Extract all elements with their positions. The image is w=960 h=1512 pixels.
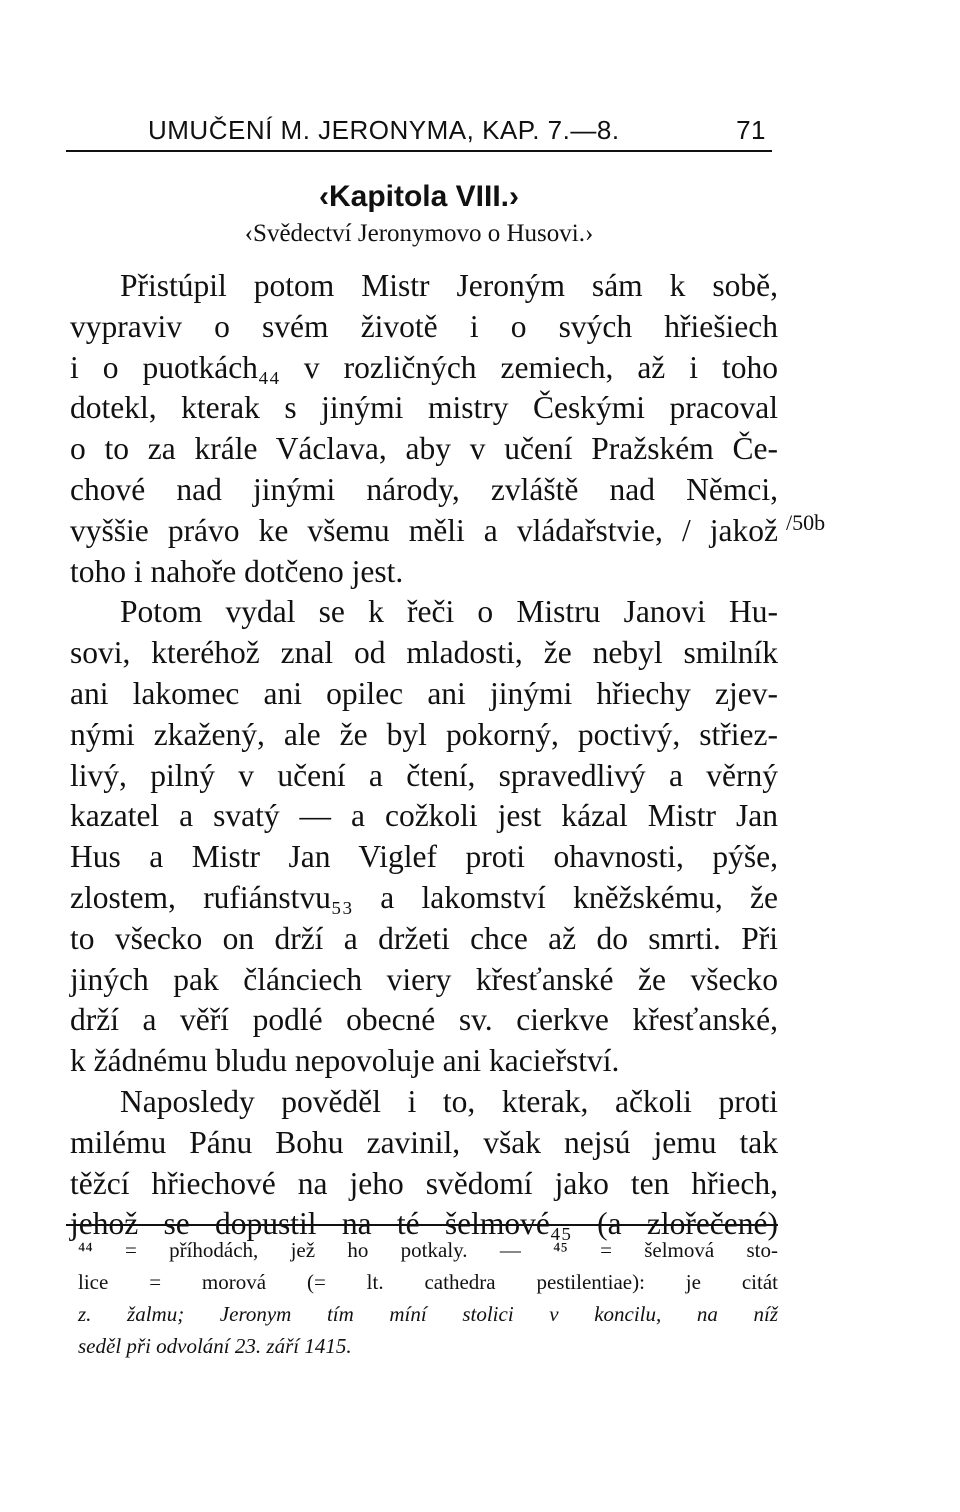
text-line: toho i nahoře dotčeno jest.: [70, 553, 404, 589]
text-line: ani lakomec ani opilec ani jinými hřiechy zjev-: [70, 675, 778, 711]
text-line: nými zkažený, ale že byl pokorný, poctivý, střiez-: [70, 716, 778, 752]
chapter-subtitle: ‹Svědectví Jeronymovo o Husovi.›: [244, 220, 594, 247]
text-line: livý, pilný v učení a čtení, spravedlivý a věrný: [70, 757, 778, 793]
running-header: [66, 112, 772, 152]
text-line: sovi, kteréhož znal od mladosti, že nebyl smilník: [70, 635, 778, 671]
text-line: to všecko on drží a držeti chce až do smrti. Při: [70, 920, 778, 956]
text-line: drží a věří podlé obecné sv. cierkve křesťanské,: [70, 1002, 778, 1038]
text-line: Přistúpil potom Mistr Jeroným sám k sobě,: [120, 268, 778, 303]
text-line: kazatel a svatý — a cožkoli jest kázal Mistr Jan: [70, 798, 778, 834]
text-line: chové nad jinými národy, zvláště nad Němci,: [70, 471, 778, 507]
text-line: dotekl, kterak s jinými mistry Českými pracoval: [70, 390, 778, 426]
margin-folio-note: /50b: [786, 510, 826, 535]
text-line: zlostem, rufiánstvu₅₃ a lakomství kněžskému, že: [70, 879, 778, 915]
text-line: k žádnému bludu nepovoluje ani kacieřství.: [70, 1043, 620, 1079]
footnote-line: seděl při odvolání 23. září 1415.: [78, 1334, 352, 1358]
text-line: Naposledy pověděl i to, kterak, ačkoli proti: [120, 1083, 778, 1119]
text-line: o to za krále Václava, aby v učení Pražském Če-: [70, 431, 778, 467]
footnote-line: lice = morová (= lt. cathedra pestilentiae): je citát: [78, 1270, 778, 1294]
text-line: i o puotkách₄₄ v rozličných zemiech, až i toho: [70, 349, 778, 385]
footnote-line: ⁴⁴ = příhodách, jež ho potkaly. — ⁴⁵ = šelmová sto-: [78, 1238, 778, 1262]
text-line: Potom vydal se k řeči o Mistru Janovi Hu-: [120, 594, 778, 630]
footnotes: [78, 1234, 778, 1362]
text-line: jiných pak článciech viery křesťanské že všecko: [70, 961, 778, 997]
text-line: milému Pánu Bohu zavinil, však nejsú jemu tak: [70, 1124, 778, 1160]
text-line: vypraviv o svém životě i o svých hřiešiech: [70, 308, 778, 344]
page-number: 71: [736, 115, 766, 145]
footnote-line: z. žalmu; Jeronym tím míní stolici v koncilu, na níž: [78, 1302, 778, 1326]
footnote-divider: [66, 1224, 778, 1226]
running-title: UMUČENÍ M. JERONYMA, KAP. 7.—8.: [148, 115, 620, 145]
text-line: vyššie právo ke všemu měli a vládařstvie, / jakož: [70, 512, 778, 548]
text-line: Hus a Mistr Jan Viglef proti ohavnosti, pýše,: [70, 839, 778, 875]
text-line: jehož se dopustil na té šelmové₄₅ (a zlořečené): [70, 1206, 778, 1242]
body-text: [70, 266, 778, 1245]
text-line: těžcí hřiechové na jeho svědomí jako ten hřiech,: [70, 1165, 778, 1201]
chapter-title: ‹Kapitola VIII.›: [318, 180, 519, 213]
